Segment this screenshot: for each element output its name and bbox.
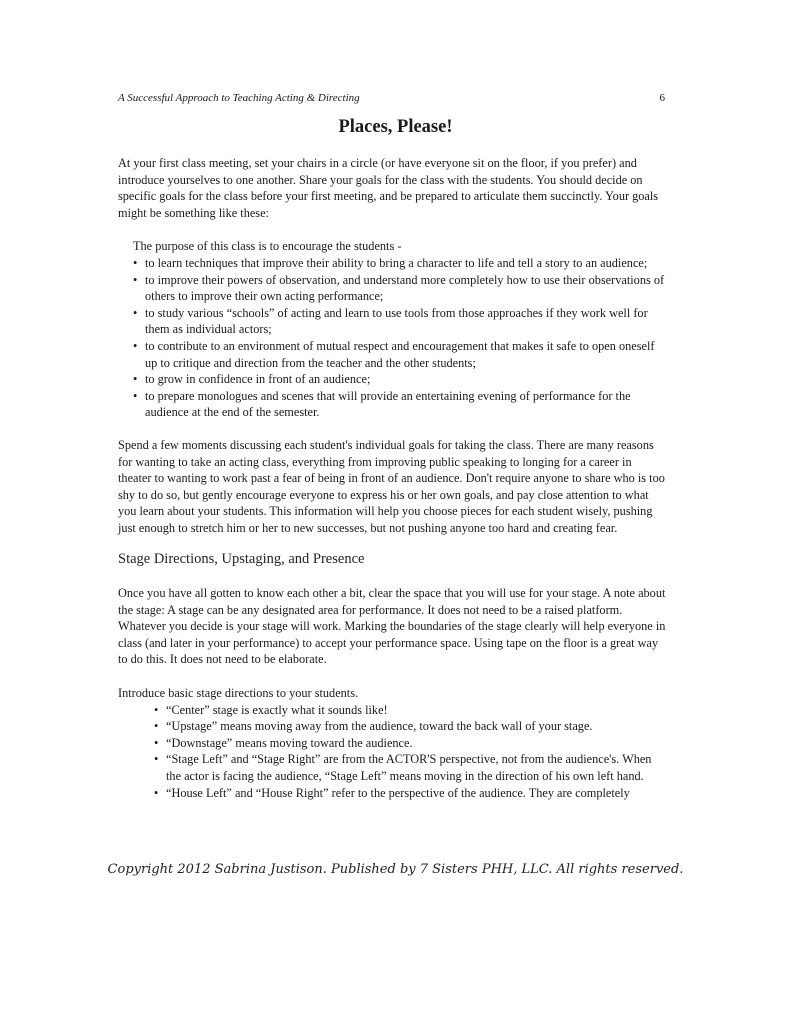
goal-item: • to grow in confidence in front of an audience; (133, 371, 666, 388)
copyright-footer: Copyright 2012 Sabrina Justison. Published by 7 Sisters PHH, LLC. All rights reserved. (107, 862, 684, 877)
intro-paragraph: At your first class meeting, set your chairs in a circle (or have everyone sit on the floor, if you prefer) and introduce yourselves to one another. Share your goals for the class with the students. You should decide on specific goals for the class before your first meeting, and be prepared to articulate them succinctly. Your goals might be something like these: (118, 156, 659, 220)
page-title: Places, Please! (338, 117, 453, 137)
directions-lead: Introduce basic stage directions to your students. (118, 686, 359, 701)
purpose-lead: The purpose of this class is to encourage the students - (133, 239, 402, 254)
running-header (118, 92, 665, 104)
stage-paragraph: Once you have all gotten to know each other a bit, clear the space that you will use for your stage. A note about the stage: A stage can be any designated area for performance. It does not need to be a raised platform. Whatever you decide is your stage will work. Marking the boundaries of the stage clearly will help everyone in class (and later in your performance) to accept your performance space. Using tape on the floor is a great way to do this. It does not need to be elaborate. (118, 586, 666, 667)
goals-list (133, 255, 666, 421)
direction-item: • “Center” stage is exactly what it sounds like! (154, 702, 666, 719)
goal-item: • to prepare monologues and scenes that will provide an entertaining evening of performance for the audience at the end of the semester. (133, 388, 666, 421)
direction-item: • “Upstage” means moving away from the audience, toward the back wall of your stage. (154, 718, 666, 735)
discussion-paragraph: Spend a few moments discussing each student's individual goals for taking the class. There are many reasons for wanting to take an acting class, everything from improving public speaking to longing for a career in theater to wanting to work past a fear of being in front of an audience. Don't require anyone to share who is too shy to do so, but gently encourage everyone to express his or her own goals, and pay close attention to what you learn about your students. This information will help you choose pieces for each student wisely, pushing just enough to stretch him or her to new successes, but not pushing anyone too hard and creating fear. (118, 437, 665, 535)
goal-item: • to learn techniques that improve their ability to bring a character to life and tell a story to an audience; (133, 255, 666, 272)
page-body (118, 155, 666, 801)
direction-item: • “Stage Left” and “Stage Right” are from the ACTOR'S perspective, not from the audience's. When the actor is facing the audience, “Stage Left” means moving in the direction of his own left hand. (154, 751, 666, 784)
direction-item: • “House Left” and “House Right” refer to the perspective of the audience. They are completely (154, 785, 666, 802)
direction-item: • “Downstage” means moving toward the audience. (154, 735, 666, 752)
section-heading: Stage Directions, Upstaging, and Presence (118, 551, 365, 568)
goal-item: • to study various “schools” of acting and learn to use tools from those approaches if they work well for them as individual actors; (133, 305, 666, 338)
goal-item: • to contribute to an environment of mutual respect and encouragement that makes it safe to open oneself up to critique and direction from the teacher and the other students; (133, 338, 666, 371)
page-number: 6 (659, 92, 665, 104)
goal-item: • to improve their powers of observation, and understand more completely how to use their observations of others to improve their own acting performance; (133, 272, 666, 305)
directions-list (154, 702, 666, 802)
running-title: A Successful Approach to Teaching Acting & Directing (118, 92, 360, 104)
